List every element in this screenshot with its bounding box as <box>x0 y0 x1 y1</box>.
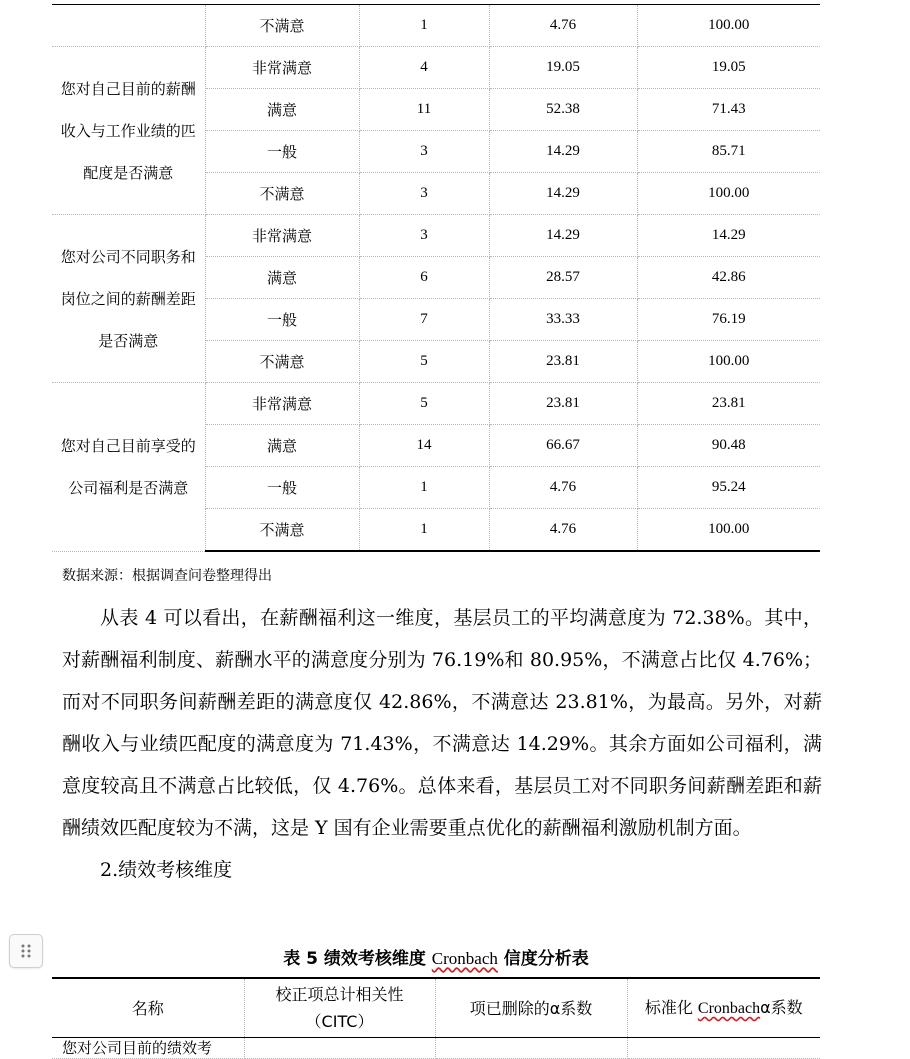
table-caption <box>52 944 820 969</box>
caption-prefix: 表 5 绩效考核维度 <box>283 949 432 969</box>
count-cell: 5 <box>359 341 489 383</box>
analysis-paragraph: 从表 4 可以看出，在薪酬福利这一维度，基层员工的平均满意度为 72.38%。其中，对薪酬福利制度、薪酬水平的满意度分别为 76.19%和 80.95%，不满意占比仅 4.76%；而对不同职务间薪酬差距的满意度仅 42.86%，不满意达 23.81%，为最高。另外，对薪酬收入与业绩匹配度的满意度为 71.43%，不满意达 14.29%。其余方面如公司福利，满意度较高且不满意占比较低，仅 4.76%。总体来看，基层员工对不同职务间薪酬差距和薪酬绩效匹配度较为不满，这是 Y 国有企业需要重点优化的薪酬福利激励机制方面。 <box>62 607 822 839</box>
count-cell: 4 <box>359 47 489 89</box>
count-cell: 3 <box>359 173 489 215</box>
cumulative-cell: 100.00 <box>637 341 820 383</box>
question-cell: 您对公司不同职务和岗位之间的薪酬差距是否满意 <box>52 215 205 383</box>
percent-cell: 23.81 <box>489 383 637 425</box>
row-name-partial: 您对公司目前的绩效考 <box>52 1038 244 1059</box>
cumulative-cell: 100.00 <box>637 509 820 552</box>
table-row <box>52 215 820 257</box>
level-cell: 非常满意 <box>205 215 359 257</box>
drag-handle[interactable] <box>9 934 43 968</box>
cumulative-cell: 76.19 <box>637 299 820 341</box>
survey-results-table <box>52 4 820 552</box>
question-cell: 您对自己目前享受的公司福利是否满意 <box>52 383 205 552</box>
count-cell: 3 <box>359 131 489 173</box>
cumulative-cell: 90.48 <box>637 425 820 467</box>
caption-cronbach: Cronbach <box>431 949 498 968</box>
empty-cell <box>244 1038 435 1059</box>
cumulative-cell: 19.05 <box>637 47 820 89</box>
cumulative-cell: 100.00 <box>637 5 820 47</box>
cumulative-cell: 100.00 <box>637 173 820 215</box>
percent-cell: 4.76 <box>489 509 637 552</box>
percent-cell: 14.29 <box>489 173 637 215</box>
table-header-row <box>52 978 820 1038</box>
drag-handle-icon <box>19 942 33 960</box>
body-text <box>62 597 822 891</box>
count-cell: 6 <box>359 257 489 299</box>
cumulative-cell: 95.24 <box>637 467 820 509</box>
level-cell: 满意 <box>205 89 359 131</box>
level-cell: 一般 <box>205 131 359 173</box>
count-cell: 3 <box>359 215 489 257</box>
data-source-note: 数据来源：根据调查问卷整理得出 <box>62 568 272 584</box>
cumulative-cell: 14.29 <box>637 215 820 257</box>
empty-cell <box>435 1038 627 1059</box>
percent-cell: 14.29 <box>489 215 637 257</box>
level-cell: 非常满意 <box>205 47 359 89</box>
level-cell: 非常满意 <box>205 383 359 425</box>
level-cell: 不满意 <box>205 5 359 47</box>
percent-cell: 33.33 <box>489 299 637 341</box>
count-cell: 11 <box>359 89 489 131</box>
count-cell: 1 <box>359 509 489 552</box>
level-cell: 一般 <box>205 299 359 341</box>
percent-cell: 14.29 <box>489 131 637 173</box>
percent-cell: 52.38 <box>489 89 637 131</box>
level-cell: 满意 <box>205 257 359 299</box>
level-cell: 不满意 <box>205 341 359 383</box>
header-alpha-deleted: 项已删除的α系数 <box>435 978 627 1038</box>
question-cell-empty <box>52 5 205 47</box>
level-cell: 不满意 <box>205 173 359 215</box>
level-cell: 一般 <box>205 467 359 509</box>
percent-cell: 19.05 <box>489 47 637 89</box>
header-std-cronbach: Cronbach <box>697 1000 761 1017</box>
empty-cell <box>627 1038 820 1059</box>
percent-cell: 4.76 <box>489 5 637 47</box>
header-name: 名称 <box>52 978 244 1038</box>
count-cell: 7 <box>359 299 489 341</box>
header-std-alpha <box>627 978 820 1038</box>
percent-cell: 4.76 <box>489 467 637 509</box>
count-cell: 1 <box>359 5 489 47</box>
cumulative-cell: 42.86 <box>637 257 820 299</box>
section-heading: 2.绩效考核维度 <box>100 859 233 881</box>
caption-suffix: 信度分析表 <box>497 949 589 969</box>
percent-cell: 23.81 <box>489 341 637 383</box>
percent-cell: 28.57 <box>489 257 637 299</box>
table-row <box>52 1038 820 1059</box>
level-cell: 满意 <box>205 425 359 467</box>
cumulative-cell: 71.43 <box>637 89 820 131</box>
cumulative-cell: 85.71 <box>637 131 820 173</box>
count-cell: 14 <box>359 425 489 467</box>
cumulative-cell: 23.81 <box>637 383 820 425</box>
table-row <box>52 47 820 89</box>
header-std-suffix: α系数 <box>760 998 803 1017</box>
question-cell: 您对自己目前的薪酬收入与工作业绩的匹配度是否满意 <box>52 47 205 215</box>
percent-cell: 66.67 <box>489 425 637 467</box>
count-cell: 1 <box>359 467 489 509</box>
table-row <box>52 5 820 47</box>
header-std-prefix: 标准化 <box>644 998 698 1017</box>
level-cell: 不满意 <box>205 509 359 552</box>
header-citc: 校正项总计相关性（CITC） <box>244 978 435 1038</box>
count-cell: 5 <box>359 383 489 425</box>
table-row <box>52 383 820 425</box>
